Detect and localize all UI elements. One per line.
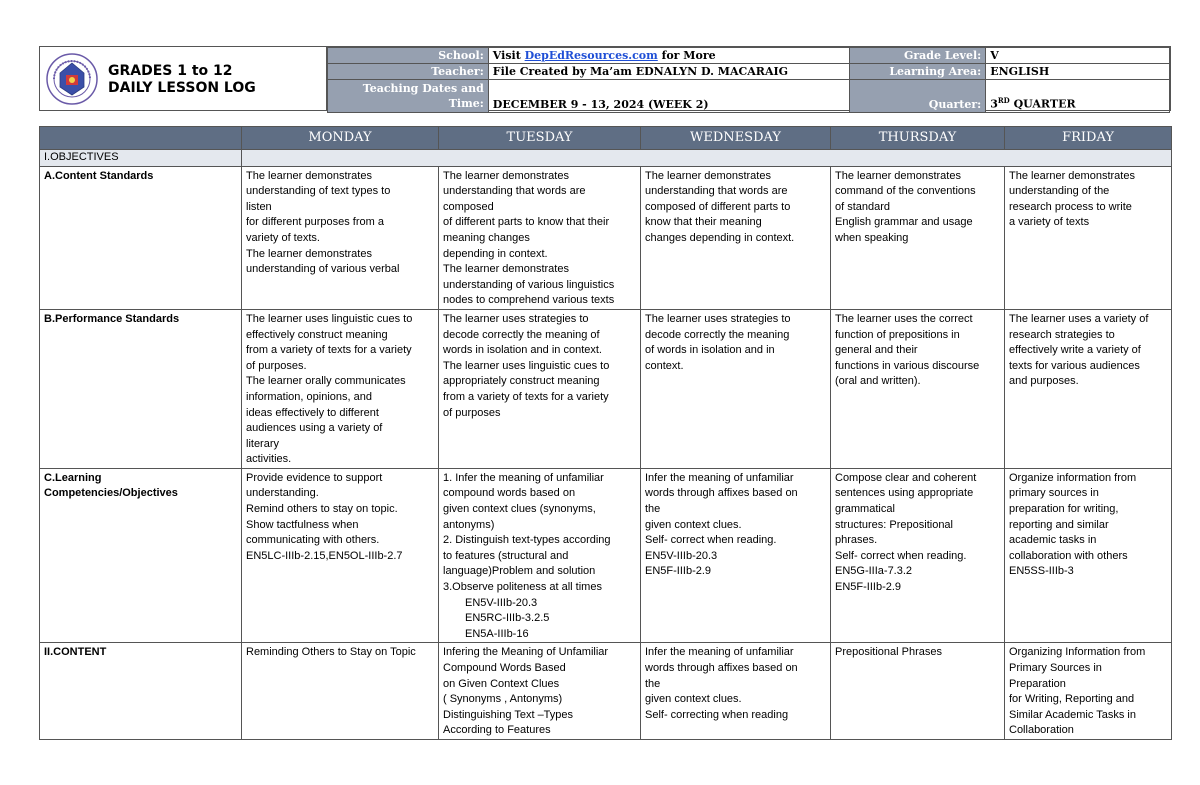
- teacher-value: File Created by Ma’am EDNALYN D. MACARAIG: [488, 64, 850, 80]
- learning-area-label: Learning Area:: [850, 64, 986, 80]
- day-thursday: THURSDAY: [831, 127, 1005, 150]
- day-wednesday: WEDNESDAY: [641, 127, 831, 150]
- cell-wednesday: The learner demonstrates understanding that words are composed of different parts to know that their meaning changes depending in context.: [641, 166, 831, 309]
- cell-monday: Provide evidence to support understanding. Remind others to stay on topic. Show tactfulness when communicating with others. EN5LC-IIIb-2.15,EN5OL-IIIb-2.7: [242, 468, 439, 643]
- cell-thursday: Compose clear and coherent sentences using appropriate grammatical structures: Prepositional phrases. Self- correct when reading. EN5G-IIIa-7.3.2 EN5F-IIIb-2.9: [831, 468, 1005, 643]
- cell-wednesday: The learner uses strategies to decode correctly the meaning of words in isolation and in context.: [641, 309, 831, 468]
- objectives-section-row: [40, 150, 1172, 167]
- performance-standards-row: [40, 309, 1172, 468]
- school-value: Visit DepEdResources.com for More: [488, 48, 850, 64]
- objectives-label: I.OBJECTIVES: [40, 150, 242, 167]
- header-title-block: [40, 47, 327, 110]
- cell-monday: The learner demonstrates understanding of text types to listen for different purposes from a variety of texts. The learner demonstrates understanding of various verbal: [242, 166, 439, 309]
- cell-thursday: The learner uses the correct function of prepositions in general and their functions in various discourse (oral and written).: [831, 309, 1005, 468]
- header-info-table: [327, 47, 1170, 113]
- cell-friday: Organize information from primary sources in preparation for writing, reporting and similar academic tasks in collaboration with others EN5SS-IIIb-3: [1005, 468, 1172, 643]
- learning-competencies-row: [40, 468, 1172, 643]
- row-label: II.CONTENT: [40, 643, 242, 740]
- school-label: School:: [328, 48, 489, 64]
- corner-cell: [40, 127, 242, 150]
- content-standards-row: [40, 166, 1172, 309]
- title-line-2: DAILY LESSON LOG: [108, 80, 256, 96]
- content-row: [40, 643, 1172, 740]
- title-line-1: GRADES 1 to 12: [108, 63, 233, 79]
- cell-tuesday: The learner uses strategies to decode correctly the meaning of words in isolation and in context. The learner uses linguistic cues to appropriately construct meaning from a variety of texts for a variety of purposes: [439, 309, 641, 468]
- cell-tuesday: [439, 468, 641, 643]
- row-label: A.Content Standards: [40, 166, 242, 309]
- day-friday: FRIDAY: [1005, 127, 1172, 150]
- lesson-plan-table: [39, 126, 1172, 740]
- grade-level-label: Grade Level:: [850, 48, 986, 64]
- day-header-row: [40, 127, 1172, 150]
- cell-thursday: Prepositional Phrases: [831, 643, 1005, 740]
- deped-seal-icon: [46, 53, 98, 105]
- lesson-log-header: [39, 46, 1171, 111]
- cell-wednesday: Infer the meaning of unfamiliar words through affixes based on the given context clues. Self- correcting when reading: [641, 643, 831, 740]
- day-monday: MONDAY: [242, 127, 439, 150]
- row-label: C.Learning Competencies/Objectives: [40, 468, 242, 643]
- row-label: B.Performance Standards: [40, 309, 242, 468]
- cell-tuesday: Infering the Meaning of Unfamiliar Compound Words Based on Given Context Clues ( Synonyms , Antonyms) Distinguishing Text –Types According to Features: [439, 643, 641, 740]
- grade-level-value: V: [986, 48, 1170, 64]
- objectives-band: [242, 150, 1172, 167]
- learning-area-value: ENGLISH: [986, 64, 1170, 80]
- cell-monday: The learner uses linguistic cues to effectively construct meaning from a variety of texts for a variety of purposes. The learner orally communicates information, opinions, and ideas effectively to different audiences using a variety of literary activities.: [242, 309, 439, 468]
- teaching-dates-value: DECEMBER 9 - 13, 2024 (WEEK 2): [488, 80, 850, 113]
- teacher-label: Teacher:: [328, 64, 489, 80]
- quarter-label: Quarter:: [850, 80, 986, 113]
- tuesday-objectives: 1. Infer the meaning of unfamiliar compound words based on given context clues (synonyms, antonyms) 2. Distinguish text-types according to features (structural and language)Problem and solution 3.Observe politeness at all times: [443, 471, 611, 594]
- quarter-value: 3RD QUARTER: [986, 80, 1170, 113]
- cell-friday: The learner demonstrates understanding of the research process to write a variety of texts: [1005, 166, 1172, 309]
- cell-wednesday: Infer the meaning of unfamiliar words through affixes based on the given context clues. Self- correct when reading. EN5V-IIIb-20.3 EN5F-IIIb-2.9: [641, 468, 831, 643]
- day-tuesday: TUESDAY: [439, 127, 641, 150]
- cell-friday: The learner uses a variety of research strategies to effectively write a variety of texts for various audiences and purposes.: [1005, 309, 1172, 468]
- cell-tuesday: The learner demonstrates understanding that words are composed of different parts to know that their meaning changes depending in context. The learner demonstrates understanding of various linguistics nodes to comprehend various texts: [439, 166, 641, 309]
- tuesday-codes: EN5V-IIIb-20.3 EN5RC-IIIb-3.2.5 EN5A-IIIb-16: [465, 596, 550, 640]
- depedresources-link[interactable]: DepEdResources.com: [524, 49, 658, 62]
- cell-friday: Organizing Information from Primary Sources in Preparation for Writing, Reporting and Similar Academic Tasks in Collaboration: [1005, 643, 1172, 740]
- cell-thursday: The learner demonstrates command of the conventions of standard English grammar and usage when speaking: [831, 166, 1005, 309]
- teaching-dates-label: Teaching Dates and Time:: [328, 80, 489, 113]
- cell-monday: Reminding Others to Stay on Topic: [242, 643, 439, 740]
